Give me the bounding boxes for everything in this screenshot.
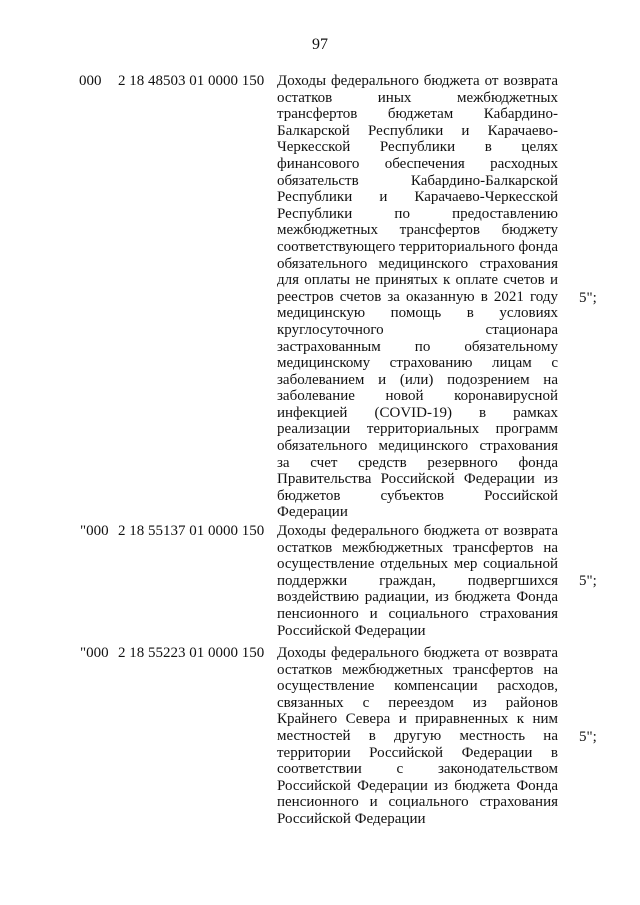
distribution-norm: 5";	[579, 290, 597, 306]
budget-classification-code: 2 18 55137 01 0000 150	[118, 523, 265, 539]
page-number: 97	[312, 36, 328, 53]
distribution-norm: 5";	[579, 573, 597, 589]
budget-classification-code: 2 18 48503 01 0000 150	[118, 73, 265, 89]
distribution-norm: 5";	[579, 729, 597, 745]
income-description: Доходы федерального бюджета от возврата остатков иных межбюджетных трансфертов бюджетам Кабардино-Балкарской Республики и Карачаево-Черкесской Республики в целях финансового обеспечения расходных обязательств Кабардино-Балкарской Республики и Карачаево-Черкесской Республики по предоставлению межбюджетных трансфертов бюджету соответствующего территориального фонда обязательного медицинского страхования для оплаты не принятых к оплате счетов и реестров счетов за оказанную в 2021 году медицинскую помощь в условиях круглосуточного стационара застрахованным по обязательному медицинскому страхованию лицам с заболеванием и (или) подозрением на заболевание новой коронавирусной инфекцией (COVID-19) в рамках реализации территориальных программ обязательного медицинского страхования за счет средств резервного фонда Правительства Российской Федерации из бюджетов субъектов Российской Федерации	[277, 73, 558, 521]
income-description: Доходы федерального бюджета от возврата остатков межбюджетных трансфертов на осуществление компенсации расходов, связанных с переездом из районов Крайнего Севера и приравненных к ним местностей в другую местность на территории Российской Федерации в соответствии с законодательством Российской Федерации из бюджета Фонда пенсионного и социального страхования Российской Федерации	[277, 645, 558, 827]
admin-code: "000	[80, 645, 109, 661]
admin-code: "000	[80, 523, 109, 539]
budget-classification-code: 2 18 55223 01 0000 150	[118, 645, 265, 661]
admin-code: 000	[79, 73, 102, 89]
income-description: Доходы федерального бюджета от возврата остатков межбюджетных трансфертов на осуществление отдельных мер социальной поддержки граждан, подвергшихся воздействию радиации, из бюджета Фонда пенсионного и социального страхования Российской Федерации	[277, 523, 558, 639]
